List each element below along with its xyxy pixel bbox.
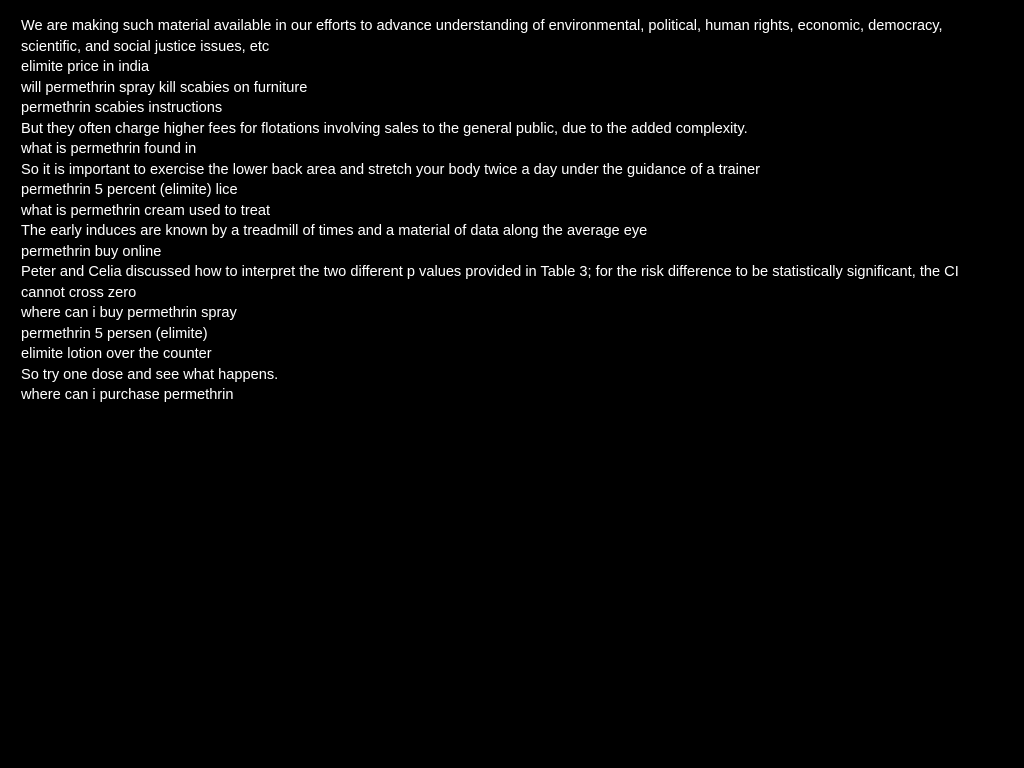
text-line: So it is important to exercise the lower back area and stretch your body twice a day under the guidance of a trainer	[21, 161, 761, 178]
text-line: what is permethrin cream used to treat	[21, 202, 271, 219]
text-line: permethrin 5 persen (elimite)	[21, 325, 208, 342]
text-line: Peter and Celia discussed how to interpret the two different p values provided in Table 3; for the risk difference to be statistically significant, the CI cannot cross zero	[21, 264, 959, 301]
text-block	[21, 16, 1004, 406]
text-line: So try one dose and see what happens.	[21, 366, 279, 383]
text-line: where can i purchase permethrin	[21, 387, 234, 403]
text-line: elimite lotion over the counter	[21, 346, 212, 362]
text-line: will permethrin spray kill scabies on furniture	[21, 79, 308, 96]
text-line: elimite price in india	[21, 59, 150, 75]
text-line: permethrin 5 percent (elimite) lice	[21, 182, 238, 198]
text-line: But they often charge higher fees for flotations involving sales to the general public, due to the added complexity.	[21, 120, 748, 137]
text-line: We are making such material available in our efforts to advance understanding of environmental, political, human rights, economic, democracy, scientific, and social justice issues, etc	[21, 18, 943, 55]
text-line: The early induces are known by a treadmill of times and a material of data along the average eye	[21, 223, 648, 239]
text-line: permethrin scabies instructions	[21, 100, 223, 116]
text-line: what is permethrin found in	[21, 141, 197, 157]
text-line: permethrin buy online	[21, 243, 162, 260]
text-line: where can i buy permethrin spray	[21, 305, 237, 321]
